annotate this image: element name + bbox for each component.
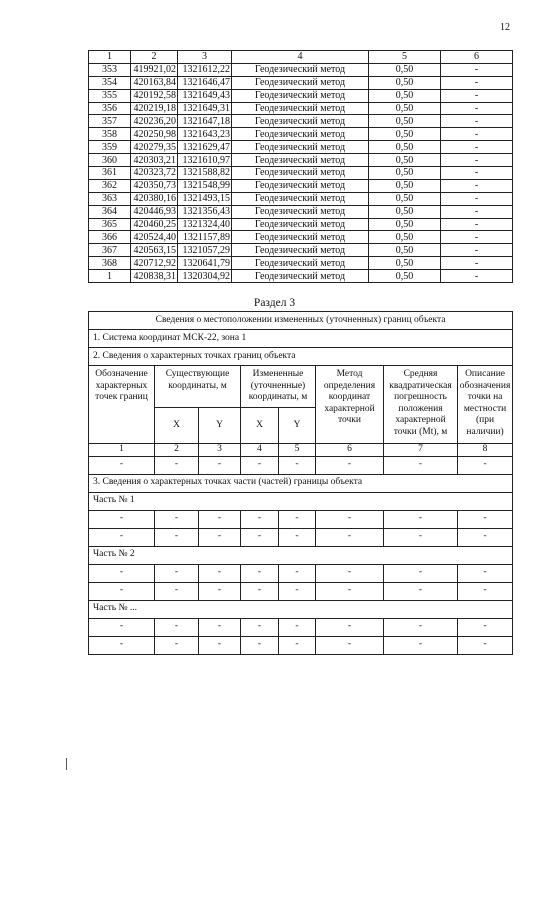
part-n-label: Часть № ... xyxy=(89,600,513,618)
table-cell: 420303,21 xyxy=(131,154,178,167)
empty-data-row xyxy=(89,636,513,654)
header-designation: Обозначение характерных точек границ xyxy=(89,366,155,444)
table-cell: 420563,15 xyxy=(131,244,178,257)
table-cell: 420279,35 xyxy=(131,141,178,154)
dash-cell: - xyxy=(89,456,155,474)
table-cell: - xyxy=(441,154,513,167)
table-cell: 0,50 xyxy=(369,257,441,270)
dash-cell: - xyxy=(316,510,384,528)
table-row xyxy=(89,257,513,270)
table-row xyxy=(89,154,513,167)
table-cell: 366 xyxy=(89,231,131,244)
dash-cell: - xyxy=(89,528,155,546)
dash-cell: - xyxy=(316,618,384,636)
table-cell: 0,50 xyxy=(369,102,441,115)
table-row xyxy=(89,179,513,192)
table-cell: 0,50 xyxy=(369,128,441,141)
table-cell: 0,50 xyxy=(369,141,441,154)
dash-cell: - xyxy=(384,528,458,546)
margin-mark xyxy=(66,758,67,770)
table-cell: - xyxy=(441,231,513,244)
column-number: 4 xyxy=(241,444,279,457)
table-cell: 419921,02 xyxy=(131,63,178,76)
table-row xyxy=(89,244,513,257)
table-cell: - xyxy=(441,192,513,205)
dash-cell: - xyxy=(199,456,241,474)
table-cell: Геодезический метод xyxy=(232,218,369,231)
dash-cell: - xyxy=(199,582,241,600)
table-cell: 1 xyxy=(89,51,131,64)
table-cell: 0,50 xyxy=(369,167,441,180)
table-cell: 1321649,31 xyxy=(178,102,232,115)
dash-cell: - xyxy=(279,564,316,582)
table-cell: 359 xyxy=(89,141,131,154)
dash-cell: - xyxy=(316,456,384,474)
part-2-label: Часть № 2 xyxy=(89,546,513,564)
table-cell: 0,50 xyxy=(369,205,441,218)
table-cell: Геодезический метод xyxy=(232,257,369,270)
dash-cell: - xyxy=(199,528,241,546)
dash-cell: - xyxy=(155,528,199,546)
table-cell: - xyxy=(441,244,513,257)
dash-cell: - xyxy=(155,618,199,636)
table-row xyxy=(89,270,513,283)
table-cell: 420192,58 xyxy=(131,89,178,102)
table-cell: 420838,31 xyxy=(131,270,178,283)
dash-cell: - xyxy=(199,618,241,636)
table-cell: 420219,18 xyxy=(131,102,178,115)
empty-data-row xyxy=(89,456,513,474)
empty-data-row xyxy=(89,618,513,636)
table-cell: Геодезический метод xyxy=(232,205,369,218)
dash-cell: - xyxy=(384,636,458,654)
dash-cell: - xyxy=(279,636,316,654)
table-cell: Геодезический метод xyxy=(232,270,369,283)
table-cell: 1321647,18 xyxy=(178,115,232,128)
table-cell: 1 xyxy=(89,270,131,283)
table-cell: - xyxy=(441,63,513,76)
dash-cell: - xyxy=(279,510,316,528)
table-cell: - xyxy=(441,205,513,218)
table-cell: - xyxy=(441,89,513,102)
points-heading: 2. Сведения о характерных точках границ объекта xyxy=(89,348,513,366)
coordinates-table xyxy=(88,50,513,283)
table-cell: Геодезический метод xyxy=(232,141,369,154)
table-cell: 0,50 xyxy=(369,115,441,128)
dash-cell: - xyxy=(384,456,458,474)
table-cell: Геодезический метод xyxy=(232,231,369,244)
table-header-row xyxy=(89,51,513,64)
table-cell: 356 xyxy=(89,102,131,115)
dash-cell: - xyxy=(384,510,458,528)
table-cell: 0,50 xyxy=(369,231,441,244)
section3-caption: Сведения о местоположении измененных (уточненных) границ объекта xyxy=(89,312,513,330)
table-cell: Геодезический метод xyxy=(232,167,369,180)
table-row xyxy=(89,205,513,218)
dash-cell: - xyxy=(458,582,513,600)
table-row xyxy=(89,167,513,180)
table-cell: Геодезический метод xyxy=(232,102,369,115)
empty-data-row xyxy=(89,582,513,600)
table-cell: 420712,92 xyxy=(131,257,178,270)
table-cell: - xyxy=(441,141,513,154)
empty-data-row xyxy=(89,564,513,582)
table-cell: 1321610,97 xyxy=(178,154,232,167)
dash-cell: - xyxy=(458,456,513,474)
dash-cell: - xyxy=(384,618,458,636)
table-cell: 420236,20 xyxy=(131,115,178,128)
table-row xyxy=(89,128,513,141)
table-row xyxy=(89,76,513,89)
table-cell: 358 xyxy=(89,128,131,141)
column-number: 8 xyxy=(458,444,513,457)
dash-cell: - xyxy=(279,456,316,474)
header-y-existing: Y xyxy=(199,408,241,444)
table-row xyxy=(89,231,513,244)
table-cell: Геодезический метод xyxy=(232,63,369,76)
dash-cell: - xyxy=(89,582,155,600)
table-row xyxy=(89,218,513,231)
table-cell: Геодезический метод xyxy=(232,89,369,102)
header-error: Средняя квадратическая погрешность положения характерной точки (Mt), м xyxy=(384,366,458,444)
table-cell: - xyxy=(441,128,513,141)
dash-cell: - xyxy=(155,636,199,654)
table-row xyxy=(89,141,513,154)
dash-cell: - xyxy=(155,582,199,600)
table-cell: 367 xyxy=(89,244,131,257)
table-cell: 0,50 xyxy=(369,63,441,76)
table-cell: 1320641,79 xyxy=(178,257,232,270)
table-cell: 0,50 xyxy=(369,244,441,257)
dash-cell: - xyxy=(316,564,384,582)
column-number: 2 xyxy=(155,444,199,457)
table-cell: Геодезический метод xyxy=(232,154,369,167)
table-cell: 1321612,22 xyxy=(178,63,232,76)
dash-cell: - xyxy=(279,528,316,546)
dash-cell: - xyxy=(241,582,279,600)
column-number: 6 xyxy=(316,444,384,457)
table-cell: Геодезический метод xyxy=(232,192,369,205)
table-cell: 4 xyxy=(232,51,369,64)
dash-cell: - xyxy=(316,582,384,600)
table-cell: 0,50 xyxy=(369,76,441,89)
dash-cell: - xyxy=(384,564,458,582)
table-cell: 355 xyxy=(89,89,131,102)
dash-cell: - xyxy=(199,510,241,528)
dash-cell: - xyxy=(241,456,279,474)
table-cell: 353 xyxy=(89,63,131,76)
dash-cell: - xyxy=(199,564,241,582)
part-1-label: Часть № 1 xyxy=(89,492,513,510)
parts-heading: 3. Сведения о характерных точках части (частей) границы объекта xyxy=(89,474,513,492)
table-cell: 0,50 xyxy=(369,154,441,167)
table-cell: Геодезический метод xyxy=(232,115,369,128)
table-cell: 1321643,23 xyxy=(178,128,232,141)
dash-cell: - xyxy=(458,564,513,582)
table-cell: 0,50 xyxy=(369,218,441,231)
dash-cell: - xyxy=(279,582,316,600)
dash-cell: - xyxy=(241,528,279,546)
table-cell: 360 xyxy=(89,154,131,167)
table-cell: 420446,93 xyxy=(131,205,178,218)
table-cell: - xyxy=(441,218,513,231)
header-description: Описание обозначения точки на местности (при наличии) xyxy=(458,366,513,444)
table-cell: 3 xyxy=(178,51,232,64)
dash-cell: - xyxy=(241,510,279,528)
table-cell: 1321649,43 xyxy=(178,89,232,102)
header-x-existing: X xyxy=(155,408,199,444)
header-x-changed: X xyxy=(241,408,279,444)
coord-system: 1. Система координат МСК-22, зона 1 xyxy=(89,330,513,348)
table-cell: 1321493,15 xyxy=(178,192,232,205)
column-numbers-row xyxy=(89,444,513,457)
dash-cell: - xyxy=(155,510,199,528)
page-number: 12 xyxy=(500,22,510,33)
table-cell: 6 xyxy=(441,51,513,64)
table-cell: 1321629,47 xyxy=(178,141,232,154)
dash-cell: - xyxy=(384,582,458,600)
table-cell: 420250,98 xyxy=(131,128,178,141)
table-cell: - xyxy=(441,102,513,115)
dash-cell: - xyxy=(458,636,513,654)
table-cell: Геодезический метод xyxy=(232,76,369,89)
table-cell: 1321646,47 xyxy=(178,76,232,89)
dash-cell: - xyxy=(89,510,155,528)
dash-cell: - xyxy=(241,564,279,582)
header-y-changed: Y xyxy=(279,408,316,444)
table-row xyxy=(89,102,513,115)
table-row xyxy=(89,192,513,205)
table-cell: - xyxy=(441,270,513,283)
table-cell: 0,50 xyxy=(369,192,441,205)
dash-cell: - xyxy=(316,528,384,546)
table-cell: - xyxy=(441,115,513,128)
header-method: Метод определения координат характерной точки xyxy=(316,366,384,444)
table-cell: 420460,25 xyxy=(131,218,178,231)
dash-cell: - xyxy=(155,456,199,474)
table-cell: 368 xyxy=(89,257,131,270)
table-cell: 1321356,43 xyxy=(178,205,232,218)
table-row xyxy=(89,89,513,102)
table-cell: - xyxy=(441,76,513,89)
table-cell: 1321057,29 xyxy=(178,244,232,257)
table-cell: Геодезический метод xyxy=(232,128,369,141)
dash-cell: - xyxy=(316,636,384,654)
section3-table xyxy=(88,311,513,655)
table-cell: 363 xyxy=(89,192,131,205)
column-number: 3 xyxy=(199,444,241,457)
column-number: 1 xyxy=(89,444,155,457)
dash-cell: - xyxy=(458,510,513,528)
empty-data-row xyxy=(89,510,513,528)
dash-cell: - xyxy=(155,564,199,582)
table-cell: 0,50 xyxy=(369,270,441,283)
table-cell: 361 xyxy=(89,167,131,180)
header-changed: Измененные (уточненные) координаты, м xyxy=(241,366,316,408)
header-existing: Существующие координаты, м xyxy=(155,366,241,408)
dash-cell: - xyxy=(199,636,241,654)
table-cell: 362 xyxy=(89,179,131,192)
dash-cell: - xyxy=(241,618,279,636)
table-cell: 365 xyxy=(89,218,131,231)
table-cell: 364 xyxy=(89,205,131,218)
table-cell: 357 xyxy=(89,115,131,128)
table-cell: 1321157,89 xyxy=(178,231,232,244)
column-number: 7 xyxy=(384,444,458,457)
table-cell: 420163,84 xyxy=(131,76,178,89)
dash-cell: - xyxy=(279,618,316,636)
column-number: 5 xyxy=(279,444,316,457)
table-cell: 1320304,92 xyxy=(178,270,232,283)
table-cell: 420350,73 xyxy=(131,179,178,192)
empty-data-row xyxy=(89,528,513,546)
section-title: Раздел 3 xyxy=(253,297,296,309)
table-cell: - xyxy=(441,257,513,270)
table-cell: Геодезический метод xyxy=(232,179,369,192)
table-cell: - xyxy=(441,167,513,180)
table-row xyxy=(89,115,513,128)
table-cell: 0,50 xyxy=(369,179,441,192)
table-cell: 1321588,82 xyxy=(178,167,232,180)
table-cell: Геодезический метод xyxy=(232,244,369,257)
dash-cell: - xyxy=(458,618,513,636)
table-cell: 2 xyxy=(131,51,178,64)
table-cell: 354 xyxy=(89,76,131,89)
dash-cell: - xyxy=(89,564,155,582)
table-cell: 420524,40 xyxy=(131,231,178,244)
table-cell: 420323,72 xyxy=(131,167,178,180)
table-cell: - xyxy=(441,179,513,192)
table-cell: 1321324,40 xyxy=(178,218,232,231)
table-cell: 5 xyxy=(369,51,441,64)
dash-cell: - xyxy=(458,528,513,546)
dash-cell: - xyxy=(89,636,155,654)
table-cell: 0,50 xyxy=(369,89,441,102)
dash-cell: - xyxy=(241,636,279,654)
table-row xyxy=(89,63,513,76)
table-cell: 420380,16 xyxy=(131,192,178,205)
dash-cell: - xyxy=(89,618,155,636)
table-cell: 1321548,99 xyxy=(178,179,232,192)
